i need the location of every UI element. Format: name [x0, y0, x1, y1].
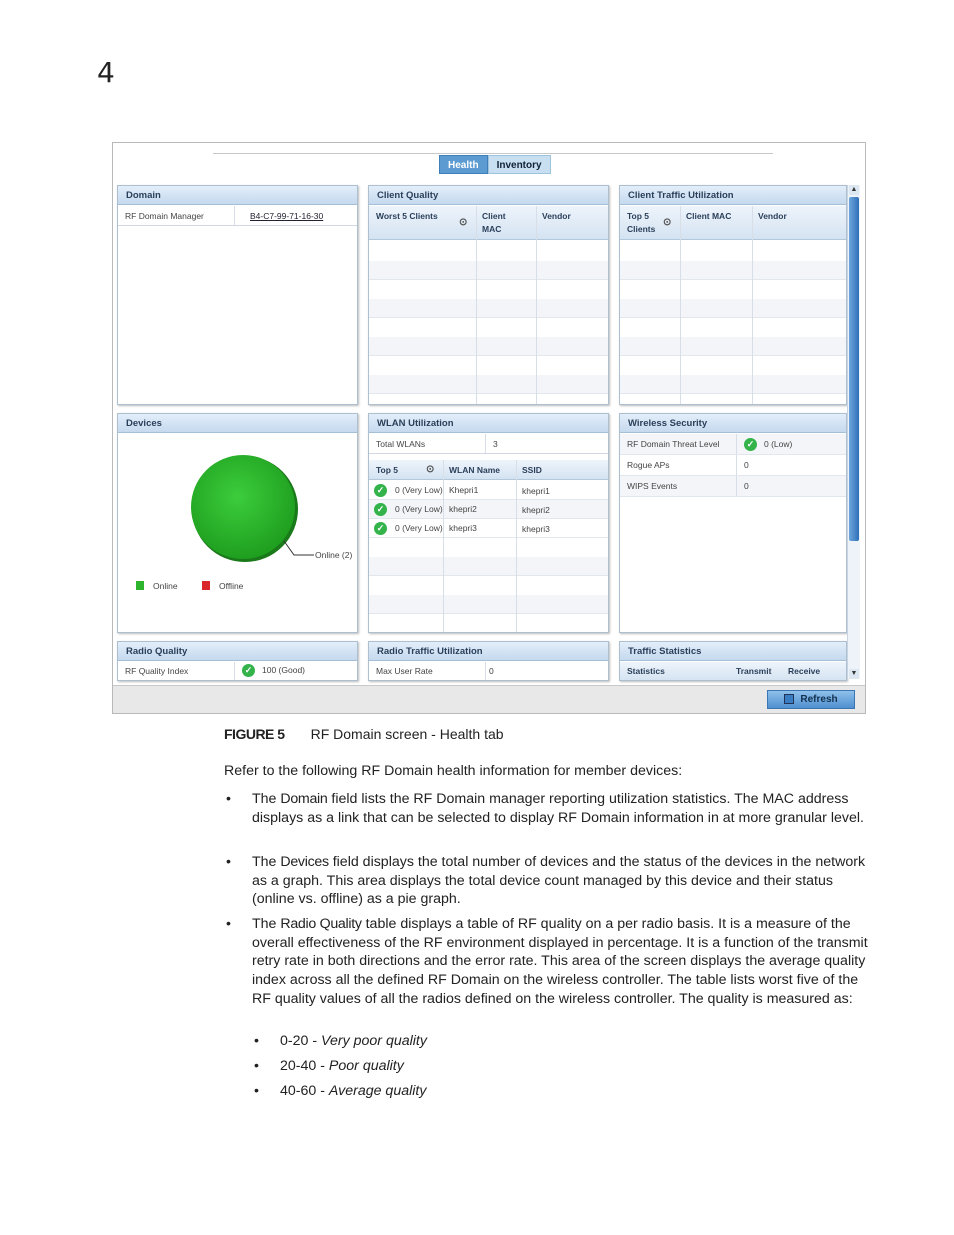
ok-icon: ✓ [374, 522, 387, 535]
pie-leader-line [284, 541, 314, 555]
bottom-bar [113, 685, 865, 713]
threat-level-value: 0 (Low) [764, 439, 793, 449]
scroll-down-icon[interactable]: ▼ [850, 670, 858, 677]
refresh-label: Refresh [800, 694, 838, 705]
quality-desc: Poor quality [328, 1058, 404, 1074]
sort-icon[interactable]: ⊙ [459, 217, 468, 228]
rogue-aps-value: 0 [744, 460, 749, 470]
col-wlan-name: WLAN Name [449, 465, 501, 475]
pie-label: Online (2) [315, 550, 353, 560]
col-client-mac: Client MAC [686, 211, 732, 221]
bullet-dot: • [226, 854, 231, 870]
quality-range: 20-40 - [280, 1058, 329, 1074]
bullet-text: The [252, 791, 281, 807]
vertical-scrollbar[interactable] [847, 185, 860, 679]
wips-events-label: WIPS Events [627, 481, 678, 491]
total-wlans-value: 3 [493, 439, 498, 449]
wireless-security-panel [619, 413, 847, 633]
tab-inventory[interactable]: Inventory [488, 155, 551, 174]
panel-title: WLAN Utilization [369, 414, 608, 433]
figure-title: RF Domain screen - Health tab [310, 726, 504, 742]
bullet-text: The [252, 854, 281, 870]
panel-title: Domain [118, 186, 357, 205]
bullet-text: field lists the RF Domain manager reporting utilization statistics. The MAC address displays as a link that can be selected to display RF Domain information in at more granular level. [252, 791, 864, 826]
devices-panel [117, 413, 358, 633]
col-top5: Top 5 [376, 465, 399, 475]
ssid: khepri1 [522, 486, 550, 496]
threat-level-label: RF Domain Threat Level [627, 439, 720, 449]
rf-quality-index-label: RF Quality Index [125, 666, 189, 676]
figure-number: FIGURE 5 [224, 726, 285, 742]
rf-domain-manager-link[interactable]: B4-C7-99-71-16-30 [250, 211, 324, 221]
radio-quality-panel [117, 641, 358, 681]
col-vendor: Vendor [758, 211, 787, 221]
domain-panel [117, 185, 358, 405]
quality-range: 0-20 - [280, 1033, 322, 1049]
legend-offline-swatch [202, 581, 210, 590]
col-vendor: Vendor [542, 211, 571, 221]
refresh-button[interactable] [767, 690, 855, 709]
panel-title: Traffic Statistics [620, 642, 846, 661]
rf-domain-screenshot [112, 142, 866, 714]
quality-desc: Very poor quality [321, 1033, 427, 1049]
col-clients: Clients [627, 224, 656, 234]
tab-bar [439, 155, 551, 174]
bullet-dot: • [226, 916, 231, 932]
table-row[interactable] [369, 500, 608, 519]
quality-desc: Average quality [328, 1083, 427, 1099]
pie-slice-online[interactable] [191, 455, 295, 559]
ok-icon: ✓ [242, 664, 255, 677]
traffic-statistics-panel [619, 641, 847, 681]
wlan-name: Khepri1 [449, 485, 479, 495]
quality-value: 0 (Very Low) [395, 485, 443, 495]
col-top5: Top 5 [627, 211, 650, 221]
rf-quality-index-value: 100 (Good) [262, 665, 305, 675]
legend-online-label: Online [153, 581, 178, 591]
col-statistics: Statistics [627, 666, 665, 676]
bullet-dot: • [254, 1083, 259, 1099]
ok-icon: ✓ [374, 503, 387, 516]
wlan-name: khepri3 [449, 523, 477, 533]
max-user-rate-label: Max User Rate [376, 666, 433, 676]
col-client: Client [482, 211, 506, 221]
bullet-text: The [252, 916, 281, 932]
bullet-text: field displays the total number of devices and the status of the devices in the network as a graph. This area displays the total device count managed by this device and their status (online vs. offline) as a pie graph. [252, 854, 866, 908]
sort-icon[interactable]: ⊙ [663, 217, 672, 228]
col-transmit: Transmit [736, 666, 772, 676]
max-user-rate-value: 0 [489, 666, 494, 676]
panel-title: Radio Quality [118, 642, 357, 661]
ok-icon: ✓ [374, 484, 387, 497]
bullet-keyword: Devices [280, 854, 329, 870]
sort-icon[interactable]: ⊙ [426, 464, 435, 475]
quality-value: 0 (Very Low) [395, 504, 443, 514]
radio-traffic-panel [368, 641, 609, 681]
bullet-keyword: Radio Quality [280, 916, 362, 932]
panel-title: Client Quality [369, 186, 608, 205]
intro-paragraph: Refer to the following RF Domain health information for member devices: [224, 763, 683, 779]
ssid: khepri2 [522, 505, 550, 515]
tab-health[interactable]: Health [439, 155, 488, 174]
rf-domain-manager-label: RF Domain Manager [125, 211, 204, 221]
quality-range: 40-60 - [280, 1083, 329, 1099]
divider [213, 153, 773, 154]
client-traffic-panel [619, 185, 847, 405]
panel-title: Devices [118, 414, 357, 433]
devices-pie-chart [118, 433, 358, 633]
bullet-dot: • [226, 791, 231, 807]
col-ssid: SSID [522, 465, 542, 475]
bullet-dot: • [254, 1033, 259, 1049]
wips-events-value: 0 [744, 481, 749, 491]
wlan-name: khepri2 [449, 504, 477, 514]
client-quality-panel [368, 185, 609, 405]
ok-icon: ✓ [744, 438, 757, 451]
bullet-dot: • [254, 1058, 259, 1074]
panel-title: Radio Traffic Utilization [369, 642, 608, 661]
panel-title: Client Traffic Utilization [620, 186, 846, 205]
total-wlans-label: Total WLANs [376, 439, 426, 449]
quality-value: 0 (Very Low) [395, 523, 443, 533]
legend-online-swatch [136, 581, 144, 590]
col-receive: Receive [788, 666, 821, 676]
panel-title: Wireless Security [620, 414, 846, 433]
bullet-keyword: Domain [280, 791, 328, 807]
wlan-utilization-panel [368, 413, 609, 633]
refresh-icon [784, 694, 794, 704]
table-row[interactable] [369, 519, 608, 538]
legend-offline-label: Offline [219, 581, 244, 591]
scroll-up-icon[interactable]: ▲ [850, 186, 858, 193]
ssid: khepri3 [522, 524, 550, 534]
table-row[interactable] [369, 481, 608, 500]
chapter-number: 4 [97, 56, 115, 89]
scrollbar-thumb[interactable] [849, 197, 859, 541]
bullet-text: table displays a table of RF quality on a per radio basis. It is a measure of the overall effectiveness of the RF environment displayed in percentage. It is a function of the transmit retry rate in both directions and the error rate. This area of the screen displays the average quality index across all the defined RF Domain on the wireless controller. The table lists worst five of the RF quality values of all the radios defined on the wireless controller. The quality is measured as: [252, 916, 868, 1007]
rogue-aps-label: Rogue APs [627, 460, 670, 470]
figure-caption [224, 726, 504, 742]
col-mac: MAC [482, 224, 502, 234]
col-worst-clients: Worst 5 Clients [376, 211, 438, 221]
